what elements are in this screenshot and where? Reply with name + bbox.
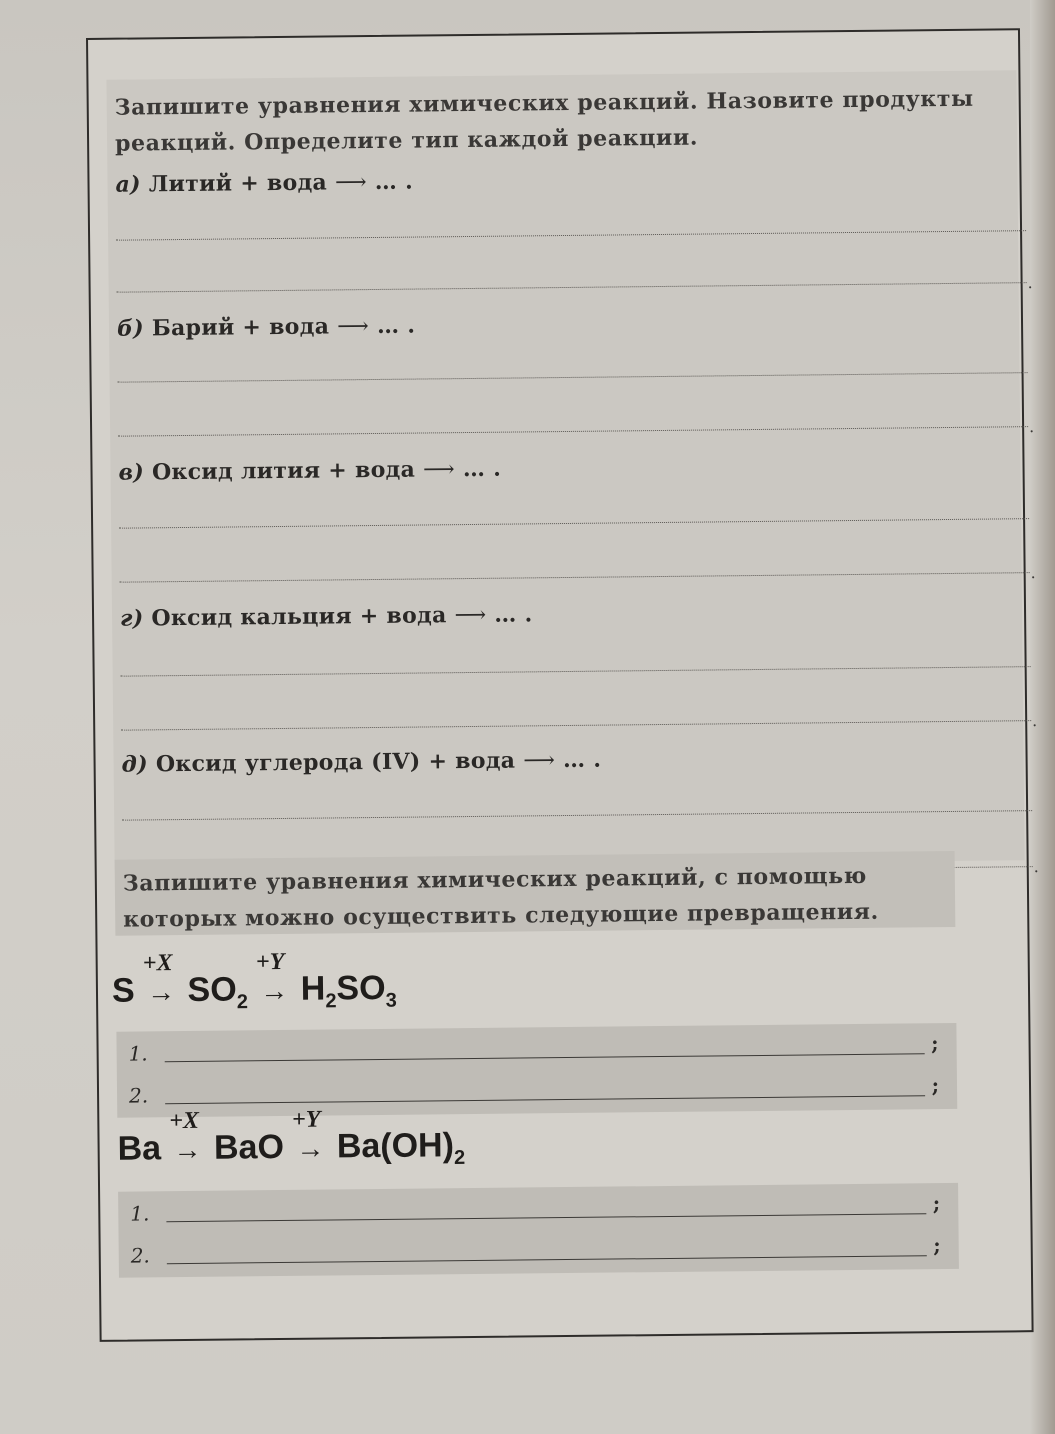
item-letter: а)	[115, 171, 141, 198]
answer-row[interactable]	[130, 1193, 940, 1229]
item-tail: … .	[562, 746, 602, 774]
reagent-label: +X	[169, 1107, 200, 1135]
reaction-step	[252, 948, 296, 1007]
item-text: Литий + вода	[148, 169, 328, 198]
answer-line[interactable]	[166, 1213, 926, 1222]
reagent-label: +Y	[255, 948, 285, 976]
item-text: Оксид лития + вода	[151, 456, 416, 486]
item-letter: в)	[118, 459, 145, 486]
line-end-dot: .	[1030, 563, 1036, 583]
scheme-species: Ba	[117, 1129, 162, 1168]
reaction-step	[165, 1107, 209, 1166]
answer-row[interactable]	[129, 1075, 939, 1111]
scheme-species: S	[111, 971, 135, 1010]
item-tail: … .	[494, 601, 533, 628]
answer-box-2	[118, 1183, 959, 1278]
scheme-species: BaO	[213, 1127, 285, 1167]
arrow-icon: ⟶	[422, 457, 456, 483]
item-text: Оксид кальция + вода	[151, 602, 447, 632]
answer-number: 2.	[128, 1083, 149, 1108]
answer-number: 2.	[130, 1243, 150, 1268]
answer-box-1	[116, 1023, 957, 1118]
answer-semicolon: ;	[931, 1073, 940, 1098]
task1-item-d	[121, 747, 601, 778]
formula-part: H	[300, 969, 326, 1008]
task1-item-g	[120, 601, 533, 631]
item-tail: … .	[462, 455, 502, 483]
answer-row[interactable]	[129, 1033, 939, 1069]
answer-number: 1.	[128, 1041, 148, 1066]
task2-prompt: Запишите уравнения химических реакций, с помощью которых можно осуществить следующие превращения.	[122, 862, 879, 933]
formula-subscript: 2	[453, 1146, 466, 1170]
formula-subscript: 2	[236, 991, 249, 1014]
arrow-icon: ⟶	[454, 602, 487, 629]
reagent-label: +Y	[291, 1106, 321, 1133]
line-end-dot: .	[1033, 857, 1039, 877]
exercise-frame	[86, 28, 1039, 1342]
line-end-dot: .	[1032, 711, 1038, 731]
arrow-icon: →	[173, 1133, 202, 1166]
task1-prompt: Запишите уравнения химических реакций. Назовите продукты реакций. Определите тип каждой реакции.	[114, 85, 974, 157]
formula-subscript: 3	[385, 989, 397, 1012]
answer-semicolon: ;	[932, 1191, 941, 1216]
answer-line[interactable]	[167, 1255, 927, 1264]
answer-number: 1.	[130, 1201, 150, 1226]
answer-semicolon: ;	[933, 1233, 941, 1258]
item-tail: … .	[374, 168, 414, 195]
task1-item-a	[115, 169, 413, 198]
arrow-icon: ⟶	[337, 314, 370, 340]
formula-part: SO	[187, 970, 237, 1009]
transformation-scheme-1	[111, 948, 397, 1016]
answer-row[interactable]	[131, 1235, 941, 1271]
reaction-step	[288, 1106, 332, 1164]
item-letter: б)	[116, 315, 145, 342]
item-letter: г)	[119, 605, 144, 632]
transformation-scheme-2	[117, 1106, 466, 1173]
arrow-icon: →	[296, 1132, 325, 1164]
line-end-dot: .	[1027, 273, 1033, 293]
answer-line[interactable]	[165, 1095, 925, 1104]
item-text: Барий + вода	[151, 313, 330, 342]
formula-subscript: 2	[325, 990, 337, 1013]
item-tail: … .	[376, 312, 416, 339]
arrow-icon: ⟶	[334, 170, 367, 196]
reagent-label: +X	[142, 950, 173, 977]
formula-part: Ba(OH)	[336, 1126, 455, 1166]
scheme-species	[336, 1126, 466, 1170]
arrow-icon: →	[260, 974, 289, 1007]
scheme-species	[187, 970, 249, 1014]
item-text: Оксид углерода (IV) + вода	[155, 747, 516, 778]
line-end-dot: .	[1028, 417, 1035, 437]
reaction-step	[139, 950, 183, 1008]
answer-semicolon: ;	[931, 1031, 939, 1056]
arrow-icon: →	[146, 976, 176, 1008]
task1-item-b	[117, 313, 415, 342]
formula-part: SO	[336, 968, 386, 1008]
scheme-species	[300, 968, 397, 1013]
task1-item-v	[118, 456, 501, 486]
item-letter: д)	[121, 751, 149, 778]
answer-line[interactable]	[165, 1053, 925, 1062]
arrow-icon: ⟶	[523, 748, 556, 774]
